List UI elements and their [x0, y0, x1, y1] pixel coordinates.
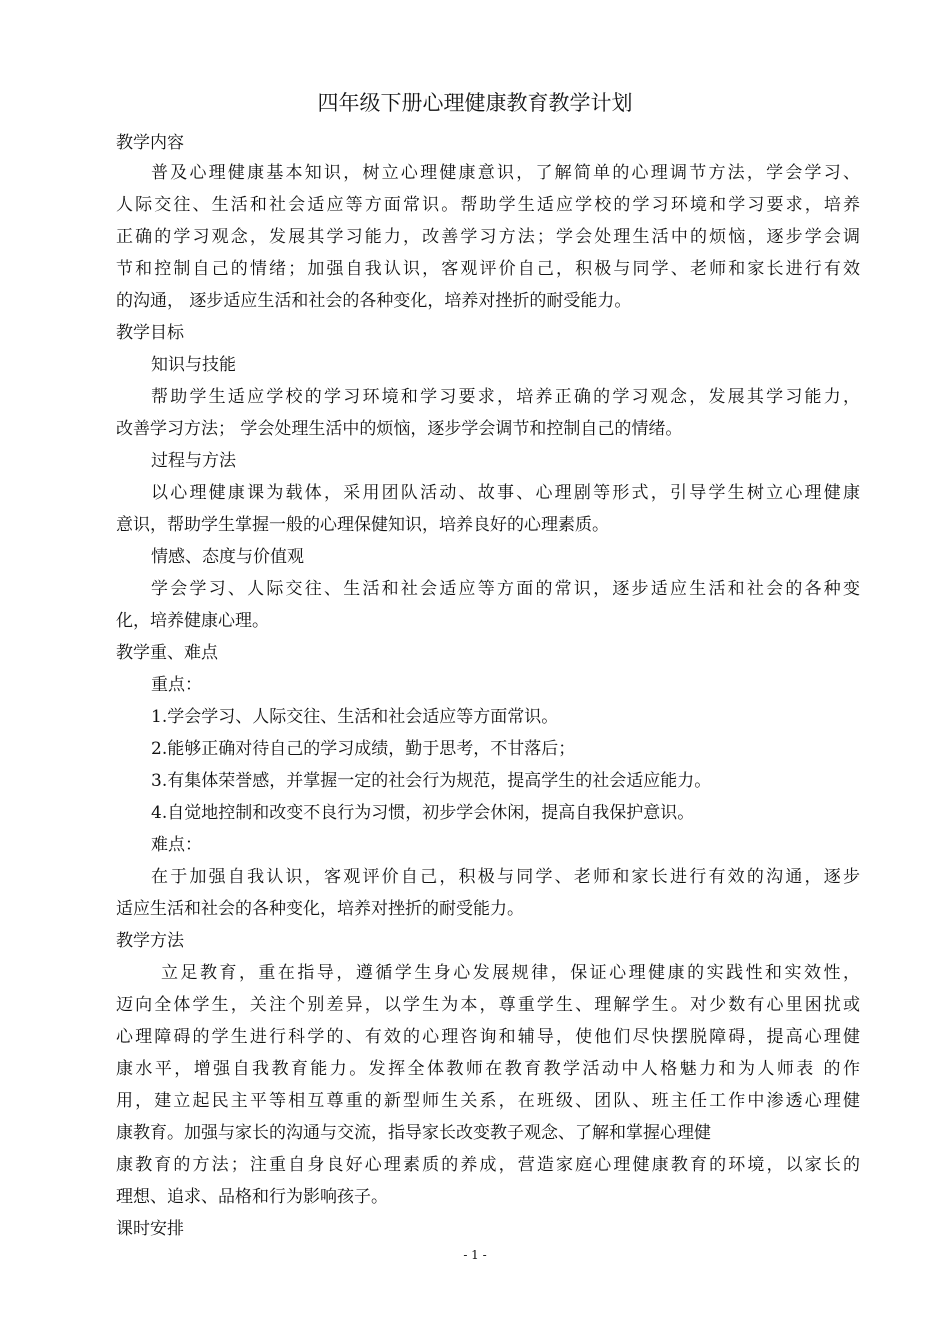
subheading-key: 重点：	[151, 675, 202, 695]
paragraph-line: 心理障碍的学生进行科学的、有效的心理咨询和辅导，使他们尽快摆脱障碍，提高心理健	[116, 1027, 860, 1047]
paragraph-line: 学会学习、人际交往、生活和社会适应等方面的常识，逐步适应生活和社会的各种变	[151, 579, 860, 599]
paragraph-line: 在于加强自我认识，客观评价自己，积极与同学、老师和家长进行有效的沟通，逐步	[151, 867, 860, 887]
paragraph-line: 改善学习方法； 学会处理生活中的烦恼，逐步学会调节和控制自己的情绪。	[116, 419, 683, 439]
section-heading-content: 教学内容	[116, 133, 184, 153]
list-item: 4.自觉地控制和改变不良行为习惯，初步学会休闲，提高自我保护意识。	[151, 803, 695, 823]
paragraph-line: 迈向全体学生，关注个别差异，以学生为本，尊重学生、理解学生。对少数有心里困扰或	[116, 995, 860, 1015]
list-item: 2.能够正确对待自己的学习成绩，勤于思考，不甘落后；	[151, 739, 576, 759]
paragraph-line: 康教育。加强与家长的沟通与交流，指导家长改变教子观念、了解和掌握心理健	[116, 1123, 711, 1143]
paragraph-line: 康教育的方法；注重自身良好心理素质的养成，营造家庭心理健康教育的环境，以家长的	[116, 1155, 860, 1175]
paragraph-line: 用，建立起民主平等相互尊重的新型师生关系，在班级、团队、班主任工作中渗透心理健	[116, 1091, 860, 1111]
section-heading-key-points: 教学重、难点	[116, 643, 218, 663]
section-heading-goals: 教学目标	[116, 323, 184, 343]
paragraph-line: 康水平，增强自我教育能力。发挥全体教师在教育教学活动中人格魅力和为人师表 的作	[116, 1059, 860, 1079]
page-number: - 1 -	[463, 1248, 487, 1262]
list-item: 1.学会学习、人际交往、生活和社会适应等方面常识。	[151, 707, 559, 727]
section-heading-schedule: 课时安排	[116, 1219, 184, 1239]
paragraph-line: 立足教育，重在指导，遵循学生身心发展规律，保证心理健康的实践性和实效性，	[161, 963, 860, 983]
subheading-process-method: 过程与方法	[151, 451, 236, 471]
paragraph-line: 适应生活和社会的各种变化，培养对挫折的耐受能力。	[116, 899, 524, 919]
section-heading-methods: 教学方法	[116, 931, 184, 951]
paragraph-line: 理想、追求、品格和行为影响孩子。	[116, 1187, 388, 1207]
paragraph-line: 帮助学生适应学校的学习环境和学习要求，培养正确的学习观念，发展其学习能力，	[151, 387, 860, 407]
paragraph-line: 节和控制自己的情绪；加强自我认识，客观评价自己，积极与同学、老师和家长进行有效	[116, 259, 860, 279]
list-item: 3.有集体荣誉感，并掌握一定的社会行为规范，提高学生的社会适应能力。	[151, 771, 712, 791]
paragraph-line: 的沟通， 逐步适应生活和社会的各种变化，培养对挫折的耐受能力。	[116, 291, 632, 311]
paragraph-line: 人际交往、生活和社会适应等方面常识。帮助学生适应学校的学习环境和学习要求，培养	[116, 195, 860, 215]
paragraph-line: 以心理健康课为载体，采用团队活动、故事、心理剧等形式，引导学生树立心理健康	[151, 483, 860, 503]
paragraph-line: 意识，帮助学生掌握一般的心理保健知识，培养良好的心理素质。	[116, 515, 609, 535]
document-title: 四年级下册心理健康教育教学计划	[317, 91, 633, 115]
paragraph-line: 正确的学习观念，发展其学习能力，改善学习方法；学会处理生活中的烦恼，逐步学会调	[116, 227, 860, 247]
paragraph-line: 普及心理健康基本知识，树立心理健康意识，了解简单的心理调节方法，学会学习、	[151, 163, 860, 183]
subheading-knowledge-skills: 知识与技能	[151, 355, 236, 375]
subheading-difficulty: 难点：	[151, 835, 202, 855]
paragraph-line: 化，培养健康心理。	[116, 611, 269, 631]
subheading-emotion-values: 情感、态度与价值观	[151, 547, 304, 567]
